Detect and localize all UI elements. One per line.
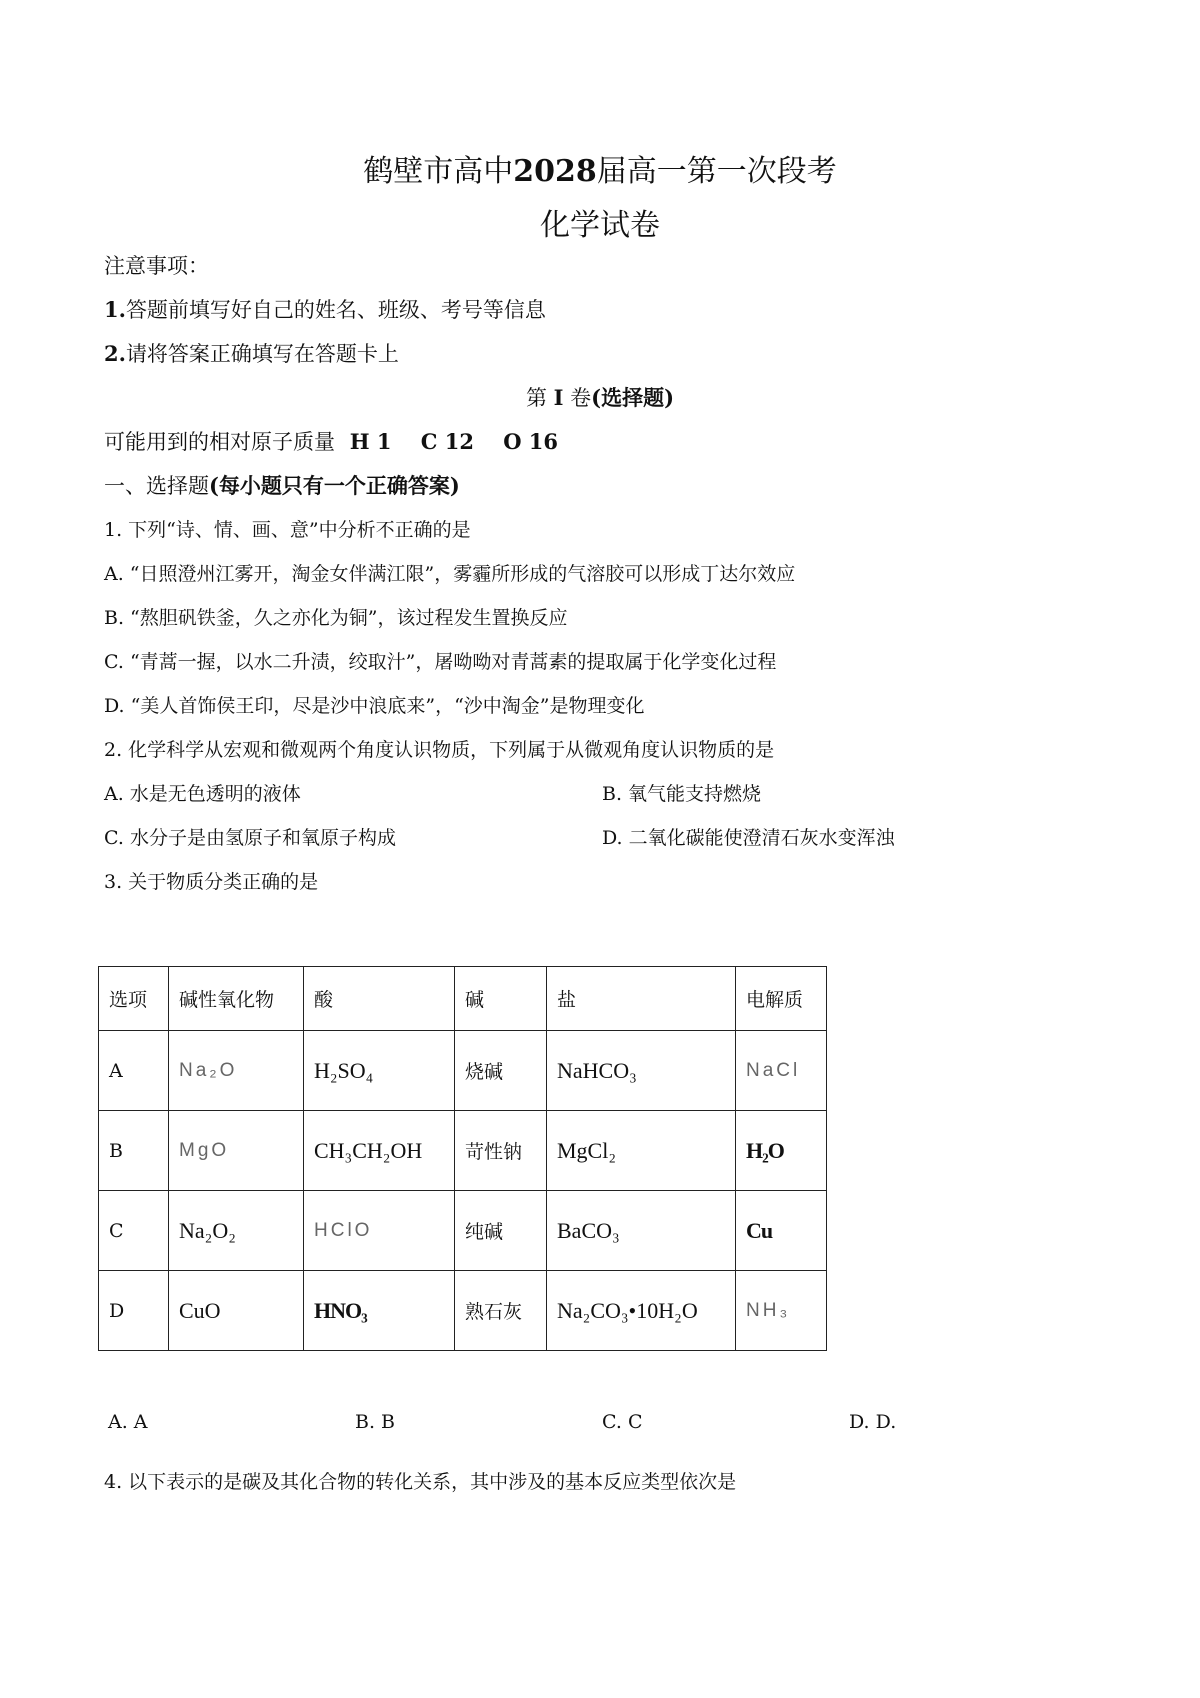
- row-c-base: 纯碱: [455, 1191, 547, 1271]
- row-d-electrolyte: [736, 1271, 827, 1351]
- q1-option-c: C. “青蒿一握，以水二升渍，绞取汁”，屠呦呦对青蒿素的提取属于化学变化过程: [104, 651, 777, 673]
- row-b-base: 苛性钠: [455, 1111, 547, 1191]
- row-a-salt: [547, 1031, 736, 1111]
- row-c-acid-formula: HClO: [314, 1220, 373, 1241]
- notice-item-1-number: 1.: [104, 297, 126, 322]
- row-a-electrolyte-formula: NaCl: [746, 1060, 801, 1081]
- part-label-b: I: [553, 385, 564, 410]
- header-salt: 盐: [547, 967, 736, 1031]
- q3-answer-a: A. A: [108, 1411, 148, 1433]
- table-row: [99, 1271, 827, 1351]
- row-c-salt: [547, 1191, 736, 1271]
- notice-item-2: [104, 338, 399, 368]
- row-a-acid-formula: H₂SO₄: [314, 1057, 374, 1083]
- row-c-salt-formula: BaCO₃: [557, 1217, 620, 1243]
- exam-title-year: 2028: [513, 154, 597, 189]
- q3-stem: 3. 关于物质分类正确的是: [104, 871, 319, 893]
- part-label-d: (选择题): [591, 385, 675, 410]
- q2-option-c: C. 水分子是由氢原子和氧原子构成: [104, 827, 396, 849]
- row-b-electrolyte-formula: H₂O: [746, 1137, 784, 1163]
- row-b-electrolyte: [736, 1111, 827, 1191]
- row-d-acid: [304, 1271, 455, 1351]
- exam-subtitle: 化学试卷: [540, 208, 660, 243]
- row-c-electrolyte: [736, 1191, 827, 1271]
- header-electrolyte: 电解质: [736, 967, 827, 1031]
- table-header-row: [99, 967, 827, 1031]
- row-a-option: A: [99, 1031, 169, 1111]
- q4-stem: 4. 以下表示的是碳及其化合物的转化关系，其中涉及的基本反应类型依次是: [104, 1471, 737, 1493]
- notice-item-1-text: 答题前填写好自己的姓名、班级、考号等信息: [125, 298, 546, 322]
- row-b-basic-oxide: [169, 1111, 304, 1191]
- row-d-option: D: [99, 1271, 169, 1351]
- row-b-acid-formula: CH₃CH₂OH: [314, 1137, 423, 1163]
- classification-table: [98, 966, 827, 1351]
- part-label-c: 卷: [570, 386, 592, 410]
- header-acid: 酸: [304, 967, 455, 1031]
- notice-item-2-text: 请将答案正确填写在答题卡上: [125, 342, 399, 366]
- notice-item-1: [104, 294, 546, 324]
- exam-title-part1: 鹤壁市高中: [363, 154, 514, 189]
- row-b-salt: [547, 1111, 736, 1191]
- row-d-salt-formula: Na₂CO₃•10H₂O: [557, 1297, 698, 1323]
- row-c-electrolyte-formula: Cu: [746, 1217, 773, 1243]
- choice-section-heading: [104, 470, 460, 500]
- part-label: [0, 382, 1200, 412]
- exam-title-part2: 届高一第一次段考: [596, 154, 837, 189]
- q2-option-d: D. 二氧化碳能使澄清石灰水变浑浊: [602, 827, 895, 849]
- row-a-base: 烧碱: [455, 1031, 547, 1111]
- table-row: [99, 1111, 827, 1191]
- row-b-salt-formula: MgCl₂: [557, 1137, 617, 1163]
- row-a-electrolyte: [736, 1031, 827, 1111]
- q2-stem: 2. 化学科学从宏观和微观两个角度认识物质，下列属于从微观角度认识物质的是: [104, 739, 775, 761]
- choice-heading-a: 一、选择题: [104, 474, 209, 498]
- row-a-acid: [304, 1031, 455, 1111]
- q1-stem: 1. 下列“诗、情、画、意”中分析不正确的是: [104, 519, 471, 541]
- q2-option-b: B. 氧气能支持燃烧: [602, 783, 762, 805]
- atomic-mass-line: [104, 426, 558, 456]
- row-a-basic-oxide-formula: Na₂O: [179, 1060, 238, 1081]
- header-option: 选项: [99, 967, 169, 1031]
- row-d-electrolyte-formula: NH₃: [746, 1300, 791, 1321]
- table-row: [99, 1191, 827, 1271]
- row-b-basic-oxide-formula: MgO: [179, 1140, 230, 1161]
- row-a-basic-oxide: [169, 1031, 304, 1111]
- row-b-option: B: [99, 1111, 169, 1191]
- row-c-basic-oxide-formula: Na₂O₂: [179, 1217, 236, 1243]
- q1-option-b: B. “熬胆矾铁釜，久之亦化为铜”，该过程发生置换反应: [104, 607, 568, 629]
- notice-item-2-number: 2.: [104, 341, 126, 366]
- q1-option-d: D. “美人首饰侯王印，尽是沙中浪底来”，“沙中淘金”是物理变化: [104, 695, 645, 717]
- header-base: 碱: [455, 967, 547, 1031]
- header-basic-oxide: 碱性氧化物: [169, 967, 304, 1031]
- row-a-salt-formula: NaHCO₃: [557, 1057, 637, 1083]
- row-d-salt: [547, 1271, 736, 1351]
- row-c-option: C: [99, 1191, 169, 1271]
- choice-heading-b: (每小题只有一个正确答案): [209, 473, 460, 498]
- table-row: [99, 1031, 827, 1111]
- atomic-mass-label: 可能用到的相对原子质量: [104, 430, 335, 454]
- row-d-acid-formula: HNO₃: [314, 1297, 367, 1323]
- row-d-basic-oxide: [169, 1271, 304, 1351]
- q3-answer-d: D. D.: [849, 1411, 897, 1433]
- atomic-mass-values: H 1 C 12 O 16: [349, 429, 559, 454]
- row-d-base: 熟石灰: [455, 1271, 547, 1351]
- exam-title: [0, 146, 1200, 190]
- row-d-basic-oxide-formula: CuO: [179, 1297, 221, 1323]
- q1-option-a: A. “日照澄州江雾开，淘金女伴满江限”，雾霾所形成的气溶胶可以形成丁达尔效应: [104, 563, 796, 585]
- part-label-a: 第: [525, 386, 547, 410]
- q2-option-a: A. 水是无色透明的液体: [104, 783, 301, 805]
- q3-answer-b: B. B: [355, 1411, 396, 1433]
- notice-heading: 注意事项：: [104, 254, 209, 278]
- row-c-basic-oxide: [169, 1191, 304, 1271]
- row-b-acid: [304, 1111, 455, 1191]
- q3-answer-c: C. C: [602, 1411, 643, 1433]
- row-c-acid: [304, 1191, 455, 1271]
